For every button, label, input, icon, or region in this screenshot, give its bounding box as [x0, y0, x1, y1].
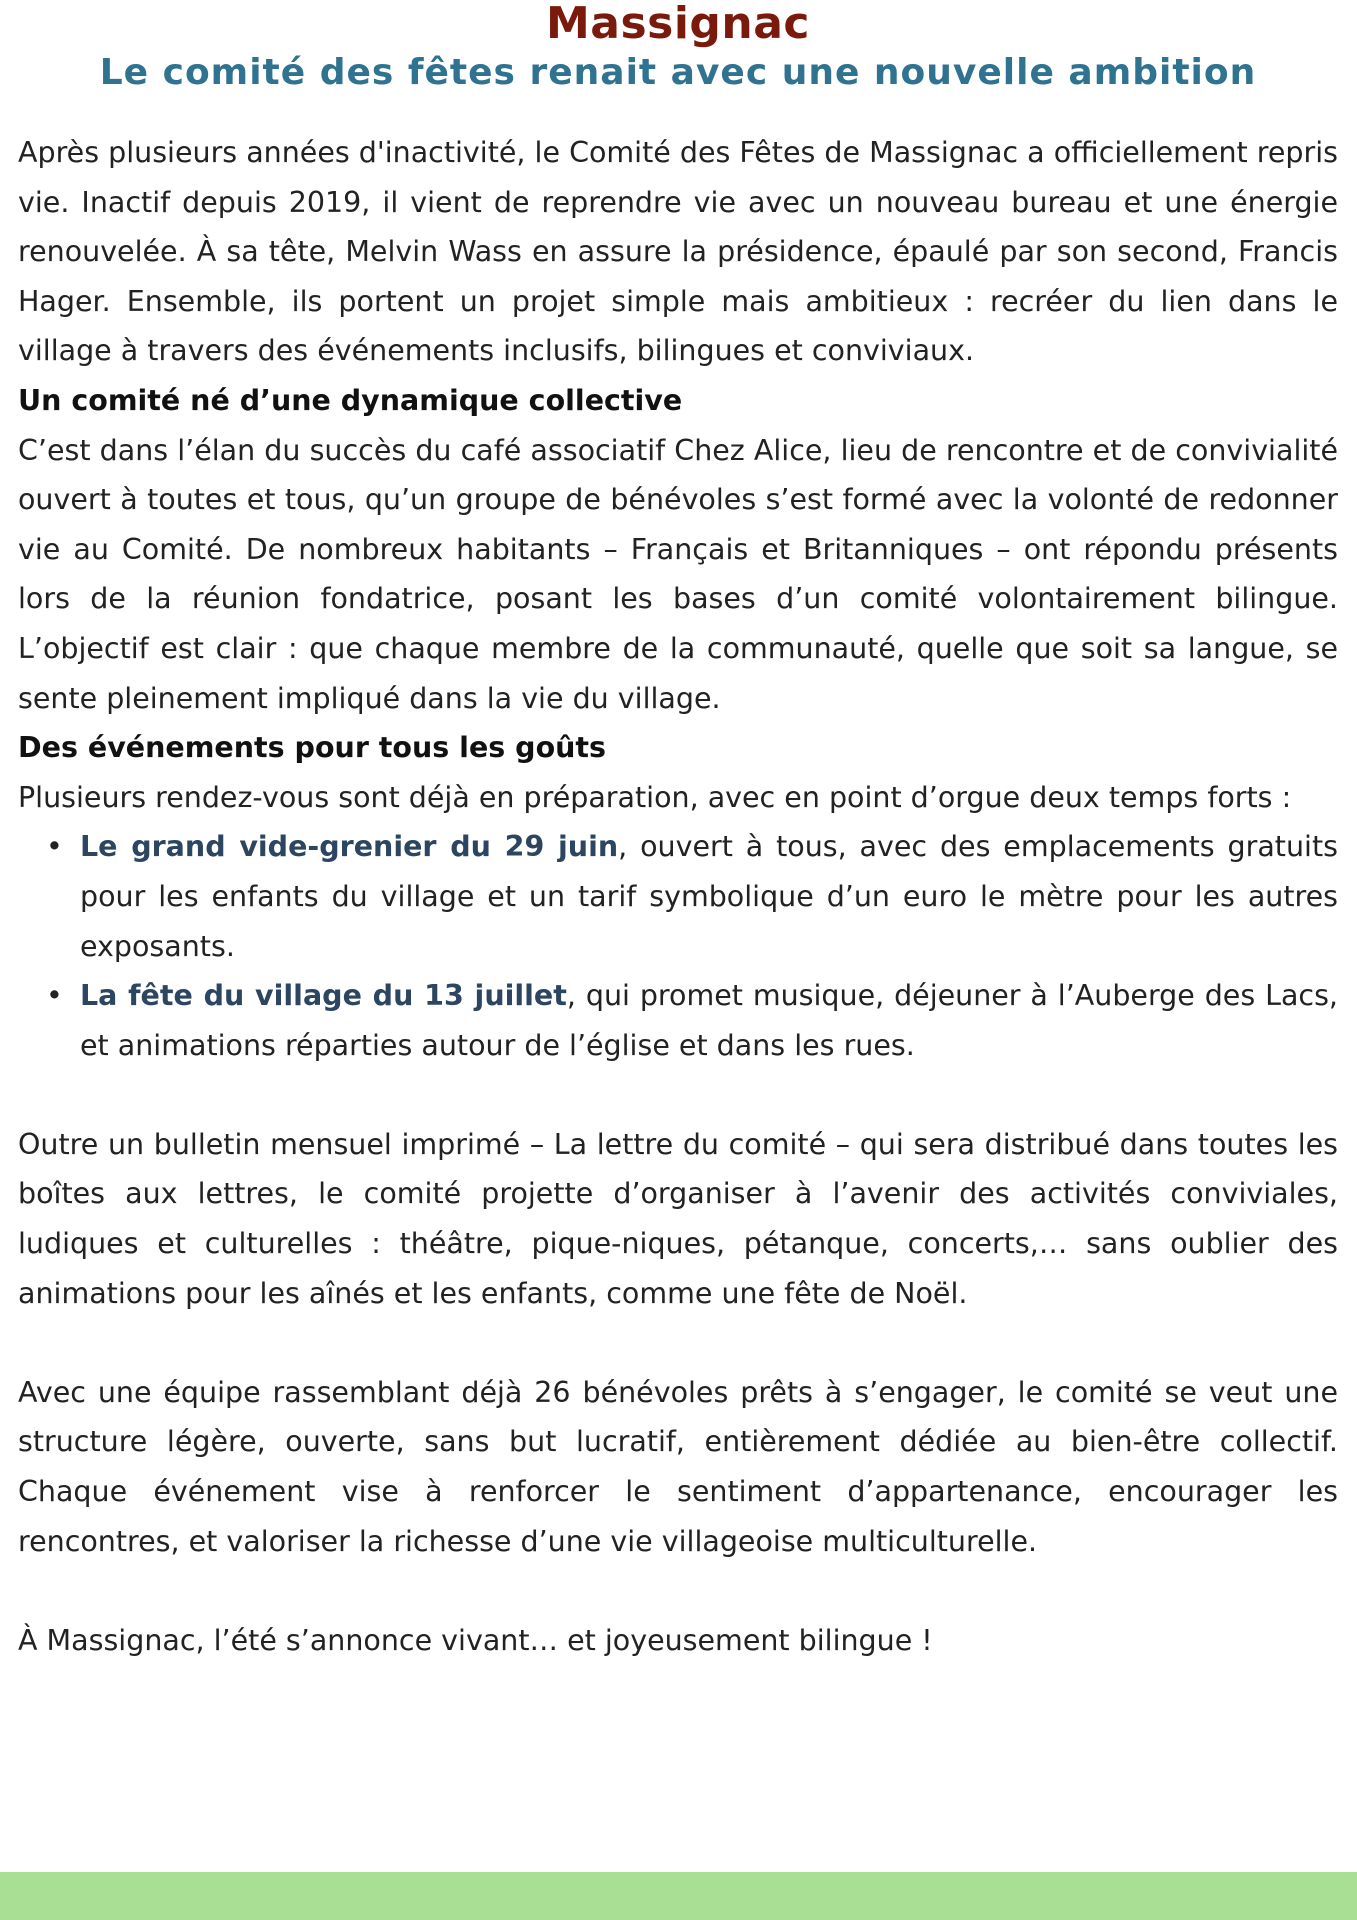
spacer [18, 1566, 1338, 1616]
bullet-icon: • [46, 979, 63, 1013]
section-heading-events: Des événements pour tous les goûts [18, 731, 607, 765]
section-heading-collective: Un comité né d’une dynamique collective [18, 383, 683, 417]
section-text-events: Plusieurs rendez-vous sont déjà en préparation, avec en point d’orgue deux temps forts : [18, 780, 1292, 814]
spacer [18, 1070, 1338, 1120]
bulletin-paragraph: Outre un bulletin mensuel imprimé – La lettre du comité – qui sera distribué dans toutes les boîtes aux lettres, le comité projette d’organiser à l’avenir des activités conviviales, ludiques et culturelles : théâtre, pique-niques, pétanque, concerts,… sans oublier des animations pour les aînés et les enfants, comme une fête de Noël. [18, 1127, 1338, 1310]
article-page [18, 0, 1338, 1665]
event-description: , qui promet musique, déjeuner à l’Auberge des Lacs, et animations réparties autour de l’église et dans les rues. [80, 979, 1338, 1062]
page-subtitle: Le comité des fêtes renait avec une nouvelle ambition [99, 52, 1257, 93]
bullet-icon: • [46, 830, 63, 864]
event-highlight: La fête du village du 13 juillet [80, 979, 567, 1013]
spacer [18, 1318, 1338, 1368]
list-item [46, 971, 1338, 1070]
event-description: , ouvert à tous, avec des emplacements gratuits pour les enfants du village et un tarif symbolique d’un euro le mètre pour les autres exposants. [80, 830, 1338, 963]
team-paragraph: Avec une équipe rassemblant déjà 26 bénévoles prêts à s’engager, le comité se veut une structure légère, ouverte, sans but lucratif, entièrement dédiée au bien-être collectif. Chaque événement vise à renforcer le sentiment d’appartenance, encourager les rencontres, et valoriser la richesse d’une vie villageoise multiculturelle. [18, 1375, 1338, 1558]
event-highlight: Le grand vide-grenier du 29 juin [80, 830, 619, 864]
intro-paragraph: Après plusieurs années d'inactivité, le Comité des Fêtes de Massignac a officiellement repris vie. Inactif depuis 2019, il vient de reprendre vie avec un nouveau bureau et une énergie renouvelée. À sa tête, Melvin Wass en assure la présidence, épaulé par son second, Francis Hager. Ensemble, ils portent un projet simple mais ambitieux : recréer du lien dans le village à travers des événements inclusifs, bilingues et conviviaux. [18, 136, 1338, 368]
section-text-collective: C’est dans l’élan du succès du café associatif Chez Alice, lieu de rencontre et de convivialité ouvert à toutes et tous, qu’un groupe de bénévoles s’est formé avec la volonté de redonner vie au Comité. De nombreux habitants – Français et Britanniques – ont répondu présents lors de la réunion fondatrice, posant les bases d’un comité volontairement bilingue. L’objectif est clair : que chaque membre de la communauté, quelle que soit sa langue, se sente pleinement impliqué dans la vie du village. [18, 433, 1338, 715]
events-list [18, 822, 1338, 1070]
footer-band [0, 1872, 1357, 1920]
closing-line: À Massignac, l’été s’annonce vivant… et joyeusement bilingue ! [18, 1623, 933, 1657]
page-title: Massignac [545, 0, 811, 49]
list-item [46, 822, 1338, 971]
